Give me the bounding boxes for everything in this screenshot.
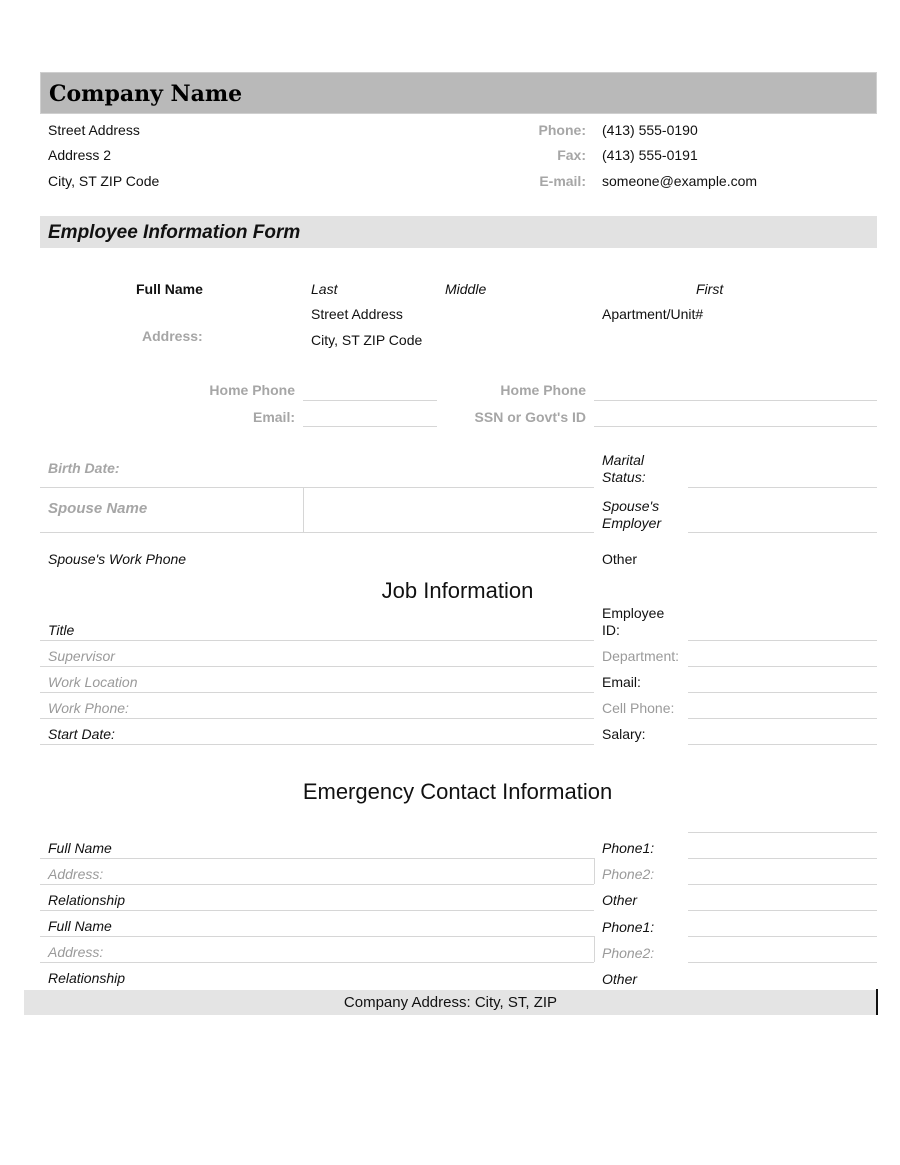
company-street: Street Address xyxy=(48,122,140,138)
home-phone-field[interactable] xyxy=(303,400,437,401)
contact1-address-field[interactable] xyxy=(40,884,594,885)
spouse-name-divider xyxy=(303,488,304,532)
contact1-phone2-label: Phone2: xyxy=(602,866,655,882)
apartment-field[interactable]: Apartment/Unit# xyxy=(602,306,704,322)
spouse-employer-label-1: Spouse's xyxy=(602,498,660,514)
spouse-work-phone-label: Spouse's Work Phone xyxy=(48,551,187,567)
supervisor-field[interactable] xyxy=(40,666,594,667)
home-phone-label-2: Home Phone xyxy=(500,382,586,398)
contact2-other-label: Other xyxy=(602,971,638,987)
contact1-other-field[interactable] xyxy=(688,910,877,911)
emergency-section-title: Emergency Contact Information xyxy=(302,779,613,804)
contact1-full-name-label: Full Name xyxy=(48,840,112,856)
contact1-relationship-field[interactable] xyxy=(40,910,594,911)
contact2-phone2-label: Phone2: xyxy=(602,945,655,961)
employee-id-field[interactable] xyxy=(688,640,877,641)
contact2-full-name-label: Full Name xyxy=(48,918,112,934)
salary-label: Salary: xyxy=(602,726,646,742)
start-date-label: Start Date: xyxy=(48,726,115,742)
employee-id-label-2: ID: xyxy=(602,622,620,638)
contact1-other-label: Other xyxy=(602,892,638,908)
form-title-bar xyxy=(40,216,877,248)
contact1-address-label: Address: xyxy=(48,866,104,882)
ssn-label: SSN or Govt's ID xyxy=(474,409,586,425)
supervisor-label: Supervisor xyxy=(48,648,115,664)
marital-status-label-2: Status: xyxy=(602,469,646,485)
contact2-relationship-label: Relationship xyxy=(48,970,126,986)
address-label: Address: xyxy=(142,328,203,344)
email-field[interactable] xyxy=(303,426,437,427)
phone1-top-rule xyxy=(688,832,877,833)
cell-phone-field[interactable] xyxy=(688,718,877,719)
employee-id-label-1: Employee xyxy=(602,605,665,621)
company-fax: (413) 555-0191 xyxy=(602,147,698,163)
other-label: Other xyxy=(602,551,638,567)
spouse-name-label: Spouse Name xyxy=(48,500,148,517)
work-location-field[interactable] xyxy=(40,692,594,693)
department-label: Department: xyxy=(602,648,680,664)
home-phone-field-2[interactable] xyxy=(594,400,877,401)
footer-edge-rule xyxy=(876,989,878,1015)
contact2-phone2-field[interactable] xyxy=(688,962,877,963)
salary-field[interactable] xyxy=(688,744,877,745)
company-header-bar xyxy=(40,72,877,114)
footer-company-address: Company Address: City, ST, ZIP xyxy=(343,994,558,1011)
company-email: someone@example.com xyxy=(602,173,758,189)
ssn-field[interactable] xyxy=(594,426,877,427)
contact2-address-field[interactable] xyxy=(40,962,594,963)
department-field[interactable] xyxy=(688,666,877,667)
spouse-name-field[interactable] xyxy=(40,532,594,533)
job-title-label: Title xyxy=(48,622,75,638)
contact2-address-divider xyxy=(594,936,595,962)
contact1-relationship-label: Relationship xyxy=(48,892,126,908)
start-date-field[interactable] xyxy=(40,744,594,745)
contact2-phone1-label: Phone1: xyxy=(602,919,655,935)
company-fax-label: Fax: xyxy=(557,147,586,163)
work-phone-field[interactable] xyxy=(40,718,594,719)
full-name-label: Full Name xyxy=(136,281,203,297)
work-phone-label: Work Phone: xyxy=(48,700,129,716)
form-title: Employee Information Form xyxy=(48,222,301,243)
job-email-label: Email: xyxy=(602,674,641,690)
company-city: City, ST ZIP Code xyxy=(48,173,160,189)
contact2-full-name-field[interactable] xyxy=(40,936,594,937)
contact2-phone1-field[interactable] xyxy=(688,936,877,937)
spouse-employer-label-2: Employer xyxy=(602,515,662,531)
company-email-label: E-mail: xyxy=(539,173,586,189)
job-section-title: Job Information xyxy=(381,578,534,603)
company-address2: Address 2 xyxy=(48,147,112,163)
birth-date-field[interactable] xyxy=(40,487,594,488)
marital-status-field[interactable] xyxy=(688,487,877,488)
marital-status-label-1: Marital xyxy=(602,452,645,468)
first-name-field[interactable]: First xyxy=(696,281,724,297)
contact1-phone2-field[interactable] xyxy=(688,884,877,885)
spouse-employer-field[interactable] xyxy=(688,532,877,533)
city-zip-field[interactable]: City, ST ZIP Code xyxy=(311,332,423,348)
work-location-label: Work Location xyxy=(48,674,138,690)
birth-date-label: Birth Date: xyxy=(48,460,120,476)
job-email-field[interactable] xyxy=(688,692,877,693)
job-title-field[interactable] xyxy=(40,640,594,641)
company-phone: (413) 555-0190 xyxy=(602,122,698,138)
contact2-address-label: Address: xyxy=(48,944,104,960)
contact1-phone1-field[interactable] xyxy=(688,858,877,859)
home-phone-label: Home Phone xyxy=(209,382,295,398)
contact1-phone1-label: Phone1: xyxy=(602,840,655,856)
contact1-address-divider xyxy=(594,858,595,884)
email-label: Email: xyxy=(252,409,295,425)
contact1-full-name-field[interactable] xyxy=(40,858,594,859)
middle-name-field[interactable]: Middle xyxy=(445,281,487,297)
company-name: Company Name xyxy=(49,81,243,107)
last-name-field[interactable]: Last xyxy=(311,281,338,297)
street-address-field[interactable]: Street Address xyxy=(311,306,403,322)
cell-phone-label: Cell Phone: xyxy=(602,700,675,716)
company-phone-label: Phone: xyxy=(538,122,586,138)
footer-bar xyxy=(24,990,877,1015)
